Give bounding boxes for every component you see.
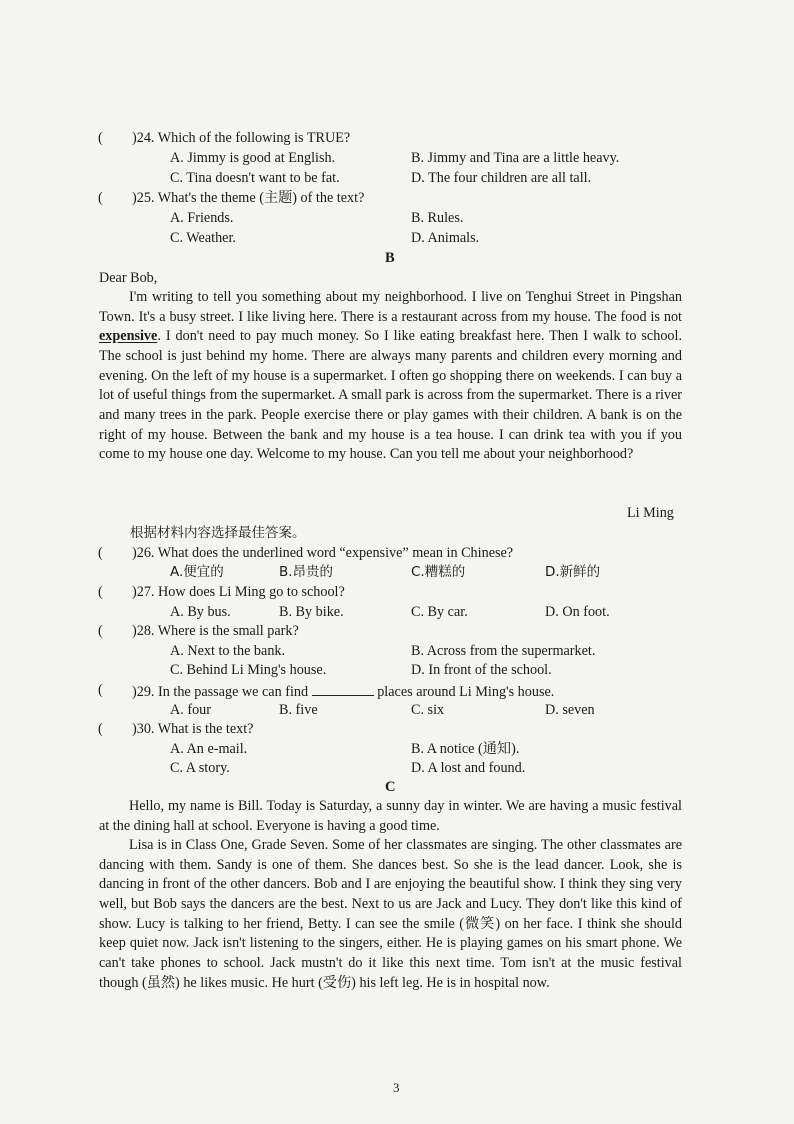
option-b: B. five — [279, 702, 318, 718]
option-a: A.便宜的 — [170, 564, 224, 580]
option-b: B. Jimmy and Tina are a little heavy. — [411, 150, 620, 166]
answer-paren: ( — [98, 682, 103, 698]
option-c: C. Tina doesn't want to be fat. — [170, 170, 340, 186]
option-a: A. Friends. — [170, 210, 234, 226]
option-d: D. In front of the school. — [411, 662, 552, 678]
option-a: A. Next to the bank. — [170, 643, 286, 659]
passage-paragraph-2: Lisa is in Class One, Grade Seven. Some of her classmates are singing. The other classmates are dancing with them. Sandy is one of them. She dances best. So she is the lead dancer. Look, she is dancing in front of the other dancers. Bob and I are enjoying the beautiful show. I think they sing very well, but Bob says the dancers are the best. Next to us are Jack and Lucy. They don't like this kind of show. Lucy is talking to her friend, Betty. I can see the smile (微笑) on her face. I think she should keep quiet now. Jack isn't listening to the singers, either. He is playing games on his smart phone. We can't take phones to school. Jack mustn't do it like this next time. Tom isn't at the music festival though (虽然) he likes music. He hurt (受伤) his left leg. He is in hospital now. — [99, 837, 682, 991]
section-heading-c: C — [385, 779, 396, 795]
option-b: B. Rules. — [411, 210, 464, 226]
option-d: D. Animals. — [411, 230, 480, 246]
option-c: C. Behind Li Ming's house. — [170, 662, 327, 678]
option-d: D. seven — [545, 702, 595, 718]
answer-paren: ( — [98, 623, 103, 639]
answer-paren: ( — [98, 190, 103, 206]
option-d: D.新鲜的 — [545, 564, 601, 580]
question-stem: )24. Which of the following is TRUE? — [132, 130, 351, 146]
option-b: B. By bike. — [279, 604, 344, 620]
option-d: D. The four children are all tall. — [411, 170, 592, 186]
option-a: A. An e-mail. — [170, 741, 248, 757]
option-d: D. A lost and found. — [411, 760, 526, 776]
passage-paragraph-1: Hello, my name is Bill. Today is Saturday, a sunny day in winter. We are having a music festival at the dining hall at school. Everyone is having a good time. — [99, 798, 682, 834]
question-stem: )27. How does Li Ming go to school? — [132, 584, 345, 600]
option-b: B. A notice (通知). — [411, 741, 520, 757]
question-stem: )28. Where is the small park? — [132, 623, 299, 639]
question-stem: )25. What's the theme (主题) of the text? — [132, 190, 365, 206]
option-b: B.昂贵的 — [279, 564, 334, 580]
letter-signature: Li Ming — [627, 505, 674, 521]
page-number: 3 — [393, 1080, 400, 1095]
letter-body-text: I'm writing to tell you something about my neighborhood. I live on Tenghui Street in Pingshan Town. It's a busy street. I like living here. There is a restaurant across from my house. The food is not — [99, 289, 682, 325]
question-stem — [132, 681, 554, 703]
instruction: 根据材料内容选择最佳答案。 — [130, 525, 306, 541]
option-d: D. On foot. — [545, 604, 610, 620]
option-a: A. Jimmy is good at English. — [170, 150, 336, 166]
option-a: A. By bus. — [170, 604, 231, 620]
question-stem: )26. What does the underlined word “expensive” mean in Chinese? — [132, 545, 514, 561]
answer-blank — [312, 681, 374, 696]
section-heading-b: B — [385, 250, 395, 266]
option-a: A. four — [170, 702, 211, 718]
letter-body-text: . I don't need to pay much money. So I like eating breakfast here. Then I walk to school. The school is just behind my home. There are always many parents and children every morning and evening. On the left of my house is a supermarket. I often go shopping there on weekends. I can buy a lot of useful things from the supermarket. A small park is across from the supermarket. There is a river and many trees in the park. People exercise there or play games with their children. A bank is on the right of my house. Between the bank and my house is a tea house. I can drink tea with you if you come to my house one day. Welcome to my house. Can you tell me about your neighborhood? — [99, 328, 682, 463]
answer-paren: ( — [98, 721, 103, 737]
option-c: C.糟糕的 — [411, 564, 466, 580]
question-stem: )30. What is the text? — [132, 721, 254, 737]
option-c: C. Weather. — [170, 230, 236, 246]
question-stem-end: places around Li Ming's house. — [377, 684, 555, 700]
answer-paren: ( — [98, 130, 103, 146]
answer-paren: ( — [98, 584, 103, 600]
underlined-word: expensive — [99, 328, 158, 345]
letter-body — [99, 288, 682, 465]
option-c: C. A story. — [170, 760, 230, 776]
question-stem-start: )29. In the passage we can find — [132, 684, 309, 700]
option-c: C. By car. — [411, 604, 468, 620]
answer-paren: ( — [98, 545, 103, 561]
option-c: C. six — [411, 702, 445, 718]
letter-greeting: Dear Bob, — [99, 270, 158, 286]
option-b: B. Across from the supermarket. — [411, 643, 596, 659]
